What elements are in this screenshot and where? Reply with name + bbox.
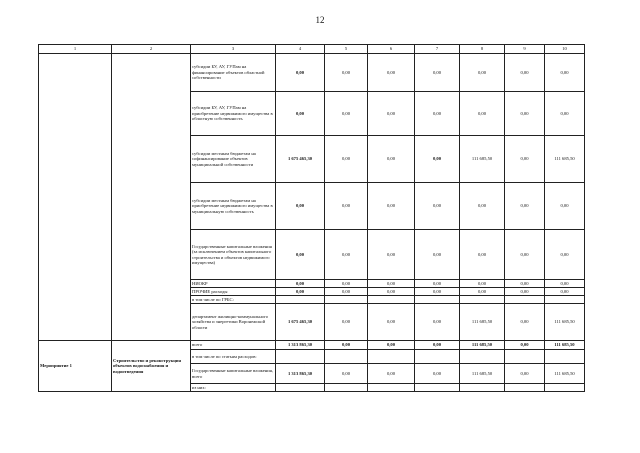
row-label: субсидии местным бюджетам на приобретение недвижимого имущества в муниципальную собственность bbox=[191, 183, 276, 230]
value-cell: 111 685,50 bbox=[460, 136, 505, 183]
empty-cell bbox=[415, 296, 460, 304]
value-cell: 0,00 bbox=[505, 136, 545, 183]
event-title: Строительство и реконструкция объектов водоснабжения и водоотведения bbox=[112, 341, 191, 392]
empty-cell bbox=[39, 54, 112, 341]
row-label: департамент жилищно-коммунального хозяйства и энергетики Воронежской области bbox=[191, 304, 276, 341]
value-cell: 0,00 bbox=[460, 230, 505, 280]
value-cell: 0,00 bbox=[276, 288, 325, 296]
value-cell: 0,00 bbox=[415, 136, 460, 183]
empty-cell bbox=[368, 384, 415, 392]
value-cell: 0,00 bbox=[505, 230, 545, 280]
value-cell: 0,00 bbox=[415, 54, 460, 92]
header-cell: 6 bbox=[368, 45, 415, 54]
value-cell: 0,00 bbox=[325, 280, 368, 288]
empty-cell bbox=[368, 296, 415, 304]
value-cell: 0,00 bbox=[505, 280, 545, 288]
value-cell: 0,00 bbox=[460, 280, 505, 288]
empty-cell bbox=[505, 296, 545, 304]
row-label: из них: bbox=[191, 384, 276, 392]
value-cell: 0,00 bbox=[276, 54, 325, 92]
value-cell: 111 685,50 bbox=[545, 136, 585, 183]
value-cell: 0,00 bbox=[276, 230, 325, 280]
row-label: в том числе по ГРБС: bbox=[191, 296, 276, 304]
value-cell: 1 313 865,30 bbox=[276, 341, 325, 350]
row-label: субсидии местным бюджетам на софинансирование объектов муниципальной собственности bbox=[191, 136, 276, 183]
value-cell: 0,00 bbox=[325, 304, 368, 341]
empty-cell bbox=[505, 384, 545, 392]
empty-cell bbox=[460, 296, 505, 304]
value-cell: 0,00 bbox=[325, 288, 368, 296]
row-label: Государственные капитальные вложения (за исключением объектов капитального строительства и объектов недвижимого имущества) bbox=[191, 230, 276, 280]
value-cell: 0,00 bbox=[325, 364, 368, 384]
value-cell: 0,00 bbox=[325, 92, 368, 136]
header-cell: 9 bbox=[505, 45, 545, 54]
empty-cell bbox=[276, 384, 325, 392]
value-cell: 1 675 465,30 bbox=[276, 304, 325, 341]
header-cell: 4 bbox=[276, 45, 325, 54]
value-cell: 111 685,50 bbox=[460, 341, 505, 350]
value-cell: 0,00 bbox=[415, 92, 460, 136]
empty-cell bbox=[415, 350, 460, 364]
value-cell: 0,00 bbox=[505, 364, 545, 384]
header-row bbox=[39, 45, 585, 54]
value-cell: 0,00 bbox=[505, 183, 545, 230]
value-cell: 0,00 bbox=[545, 54, 585, 92]
value-cell: 0,00 bbox=[368, 136, 415, 183]
value-cell: 0,00 bbox=[325, 341, 368, 350]
value-cell: 111 685,50 bbox=[545, 364, 585, 384]
row-label: всего bbox=[191, 341, 276, 350]
empty-cell bbox=[325, 296, 368, 304]
header-cell: 3 bbox=[191, 45, 276, 54]
value-cell: 0,00 bbox=[415, 288, 460, 296]
value-cell: 0,00 bbox=[505, 288, 545, 296]
page-number: 12 bbox=[315, 15, 325, 25]
empty-cell bbox=[325, 350, 368, 364]
value-cell: 0,00 bbox=[415, 183, 460, 230]
value-cell: 111 685,50 bbox=[460, 364, 505, 384]
header-cell: 2 bbox=[112, 45, 191, 54]
value-cell: 0,00 bbox=[368, 341, 415, 350]
empty-cell bbox=[276, 296, 325, 304]
value-cell: 0,00 bbox=[325, 183, 368, 230]
table-row bbox=[39, 54, 585, 92]
empty-cell bbox=[545, 350, 585, 364]
value-cell: 0,00 bbox=[545, 183, 585, 230]
value-cell: 0,00 bbox=[368, 304, 415, 341]
value-cell: 0,00 bbox=[325, 136, 368, 183]
value-cell: 0,00 bbox=[368, 364, 415, 384]
value-cell: 0,00 bbox=[368, 92, 415, 136]
value-cell: 0,00 bbox=[545, 92, 585, 136]
empty-cell bbox=[325, 384, 368, 392]
value-cell: 0,00 bbox=[368, 54, 415, 92]
empty-cell bbox=[545, 384, 585, 392]
value-cell: 0,00 bbox=[325, 230, 368, 280]
header-cell: 10 bbox=[545, 45, 585, 54]
value-cell: 0,00 bbox=[368, 280, 415, 288]
value-cell: 0,00 bbox=[460, 183, 505, 230]
empty-cell bbox=[415, 384, 460, 392]
value-cell: 0,00 bbox=[276, 92, 325, 136]
value-cell: 0,00 bbox=[276, 183, 325, 230]
row-label: субсидии БУ, АУ, ГУПам на приобретение недвижимого имущества в областную собственность bbox=[191, 92, 276, 136]
table-row bbox=[39, 341, 585, 350]
event-name: Мероприятие 1 bbox=[39, 341, 112, 392]
header-cell: 5 bbox=[325, 45, 368, 54]
value-cell: 111 685,50 bbox=[545, 304, 585, 341]
row-label: ПРОЧИЕ расходы bbox=[191, 288, 276, 296]
row-label: в том числе по статьям расходов: bbox=[191, 350, 276, 364]
value-cell: 0,00 bbox=[545, 288, 585, 296]
value-cell: 0,00 bbox=[505, 54, 545, 92]
value-cell: 0,00 bbox=[415, 341, 460, 350]
empty-cell bbox=[460, 350, 505, 364]
value-cell: 0,00 bbox=[545, 230, 585, 280]
value-cell: 1 675 465,30 bbox=[276, 136, 325, 183]
value-cell: 0,00 bbox=[368, 183, 415, 230]
value-cell: 0,00 bbox=[505, 341, 545, 350]
value-cell: 0,00 bbox=[545, 280, 585, 288]
value-cell: 0,00 bbox=[415, 364, 460, 384]
value-cell: 0,00 bbox=[415, 230, 460, 280]
header-cell: 8 bbox=[460, 45, 505, 54]
value-cell: 1 313 865,30 bbox=[276, 364, 325, 384]
value-cell: 0,00 bbox=[415, 280, 460, 288]
empty-cell bbox=[368, 350, 415, 364]
value-cell: 0,00 bbox=[368, 288, 415, 296]
value-cell: 0,00 bbox=[415, 304, 460, 341]
value-cell: 111 685,50 bbox=[545, 341, 585, 350]
header-cell: 7 bbox=[415, 45, 460, 54]
empty-cell bbox=[276, 350, 325, 364]
row-label: субсидии БУ, АУ, ГУПам на финансирование объектов областной собственности bbox=[191, 54, 276, 92]
header-cell: 1 bbox=[39, 45, 112, 54]
value-cell: 0,00 bbox=[325, 54, 368, 92]
value-cell: 111 685,50 bbox=[460, 304, 505, 341]
value-cell: 0,00 bbox=[505, 304, 545, 341]
value-cell: 0,00 bbox=[460, 288, 505, 296]
value-cell: 0,00 bbox=[460, 54, 505, 92]
value-cell: 0,00 bbox=[460, 92, 505, 136]
row-label: Государственные капитальные вложения, всего bbox=[191, 364, 276, 384]
row-label: НИОКР bbox=[191, 280, 276, 288]
value-cell: 0,00 bbox=[276, 280, 325, 288]
value-cell: 0,00 bbox=[505, 92, 545, 136]
empty-cell bbox=[545, 296, 585, 304]
empty-cell bbox=[112, 54, 191, 341]
value-cell: 0,00 bbox=[368, 230, 415, 280]
empty-cell bbox=[505, 350, 545, 364]
budget-table bbox=[38, 44, 585, 392]
empty-cell bbox=[460, 384, 505, 392]
